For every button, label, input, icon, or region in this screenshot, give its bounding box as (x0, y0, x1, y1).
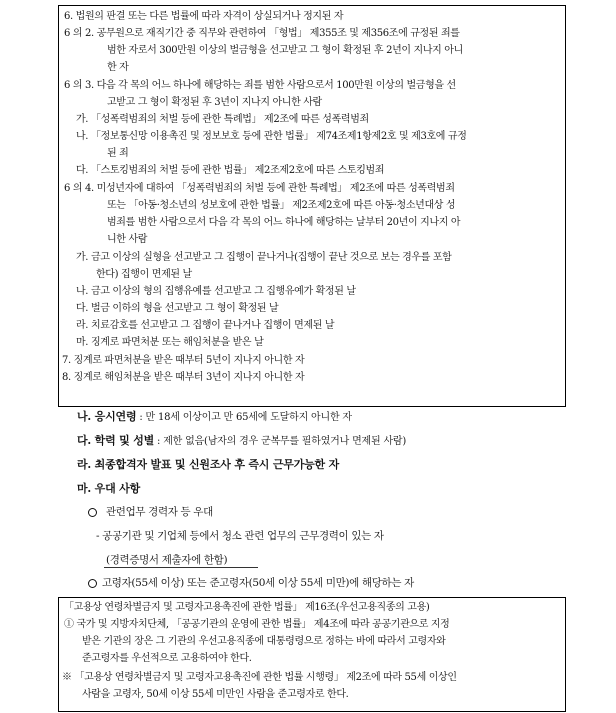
education-label: 다. 학력 및 성별 (77, 434, 155, 447)
circle-bullet-icon (88, 579, 97, 588)
clause-6-2-cont2: 한 자 (107, 62, 129, 73)
clause-6-3-cont: 고받고 그 형이 확정된 후 3년이 지나지 아니한 사람 (107, 97, 322, 108)
age-text: : 만 18세 이상이고 만 65세에 도달하지 아니한 자 (136, 412, 352, 423)
clause-6-3-b-cont: 된 죄 (107, 148, 129, 159)
preference-item-age: 고령자(55세 이상) 또는 준고령자(50세 이상 55세 미만)에 해당하는 자 (102, 577, 414, 589)
preference-item-experience-note: (경력증명서 제출자에 한함) (106, 554, 228, 566)
preference-item-experience: 관련업무 경력자 등 우대 (106, 506, 213, 518)
law-note: ※ 「고용상 연령차별금지 및 고령자고용촉진에 관한 법률 시행령」 제2조에 따라 55세 이상인 (62, 672, 457, 683)
final-announcement: 라. 최종합격자 발표 및 신원조사 후 즉시 근무가능한 자 (77, 458, 340, 471)
clause-6-3-c: 다. 「스토킹범죄의 처벌 등에 관한 법률」 제2조제2호에 따른 스토킹범죄 (76, 165, 385, 176)
clause-6-4-b: 나. 금고 이상의 형의 집행유예를 선고받고 그 집행유예가 확정된 날 (76, 286, 356, 297)
clause-6-4-d: 라. 치료감호를 선고받고 그 집행이 끝나거나 집행이 면제된 날 (76, 320, 335, 331)
clause-6-4-c: 다. 벌금 이하의 형을 선고받고 그 형이 확정된 날 (76, 303, 279, 314)
clause-6-2: 6 의 2. 공무원으로 재직기간 중 직무와 관련하여 「형법」 제355조 및 제356조에 규정된 죄를 (64, 28, 460, 39)
preference-heading: 마. 우대 사항 (77, 482, 141, 495)
law-clause-1: ① 국가 및 지방자치단체, 「공공기관의 운영에 관한 법률」 제4조에 따라 공공기관으로 지정 (64, 619, 450, 630)
age-requirement (77, 410, 352, 425)
law-clause-1-cont2: 준고령자를 우선적으로 고용하여야 한다. (82, 653, 252, 664)
clause-7: 7. 징계로 파면처분을 받은 때부터 5년이 지나지 아니한 자 (62, 355, 305, 366)
clause-6-2-cont: 범한 자로서 300만원 이상의 벌금형을 선고받고 그 형이 확정된 후 2년이 지나지 아니 (107, 45, 463, 56)
clause-6-4: 6 의 4. 미성년자에 대하여 「성폭력범죄의 처벌 등에 관한 특례법」 제2조에 따른 성폭력범죄 (64, 183, 455, 194)
clause-6: 6. 법원의 판결 또는 다른 법률에 따라 자격이 상실되거나 정지된 자 (64, 11, 344, 22)
clause-6-4-a-cont: 한다) 집행이 면제된 날 (96, 269, 192, 280)
clause-6-4-cont: 또는 「아동·청소년의 성보호에 관한 법률」 제2조제2호에 따른 아동·청소년대상 성 (107, 200, 456, 211)
clause-6-4-cont2: 범죄를 범한 사람으로서 다음 각 목의 어느 하나에 해당하는 날부터 20년이 지나지 아 (107, 217, 461, 228)
preference-item-experience-detail: - 공공기관 및 기업체 등에서 청소 관련 업무의 근무경력이 있는 자 (96, 530, 384, 542)
clause-8: 8. 징계로 해임처분을 받은 때부터 3년이 지나지 아니한 자 (62, 372, 305, 383)
education-text: : 제한 없음(남자의 경우 군복무를 필하였거나 면제된 사람) (154, 436, 407, 447)
clause-6-4-cont3: 니한 사람 (107, 234, 148, 245)
education-gender (77, 434, 406, 449)
age-label: 나. 응시연령 (77, 410, 137, 423)
circle-bullet-icon (88, 508, 97, 517)
clause-6-3-a: 가. 「성폭력범죄의 처벌 등에 관한 특례법」 제2조에 따른 성폭력범죄 (76, 114, 369, 125)
clause-6-4-e: 마. 징계로 파면처분 또는 해임처분을 받은 날 (76, 337, 264, 348)
clause-6-3-b: 나. 「정보통신망 이용촉진 및 정보보호 등에 관한 법률」 제74조제1항제2호 및 제3호에 규정 (76, 131, 467, 142)
law-note-cont: 사람을 고령자, 50세 이상 55세 미만인 사람을 준고령자로 한다. (82, 689, 349, 700)
clause-6-3: 6 의 3. 다음 각 목의 어느 하나에 해당하는 죄를 범한 사람으로서 100만원 이상의 벌금형을 선 (64, 80, 456, 91)
note-underline (104, 567, 258, 568)
law-title: 「고용상 연령차별금지 및 고령자고용촉진에 관한 법률」 제16조(우선고용직종의 고용) (64, 602, 430, 613)
law-clause-1-cont: 받은 기관의 장은 그 기관의 우선고용직종에 대통령령으로 정하는 바에 따라서 고령자와 (82, 636, 446, 647)
clause-6-4-a: 가. 금고 이상의 실형을 선고받고 그 집행이 끝나거나(집행이 끝난 것으로 보는 경우를 포함 (76, 252, 452, 263)
